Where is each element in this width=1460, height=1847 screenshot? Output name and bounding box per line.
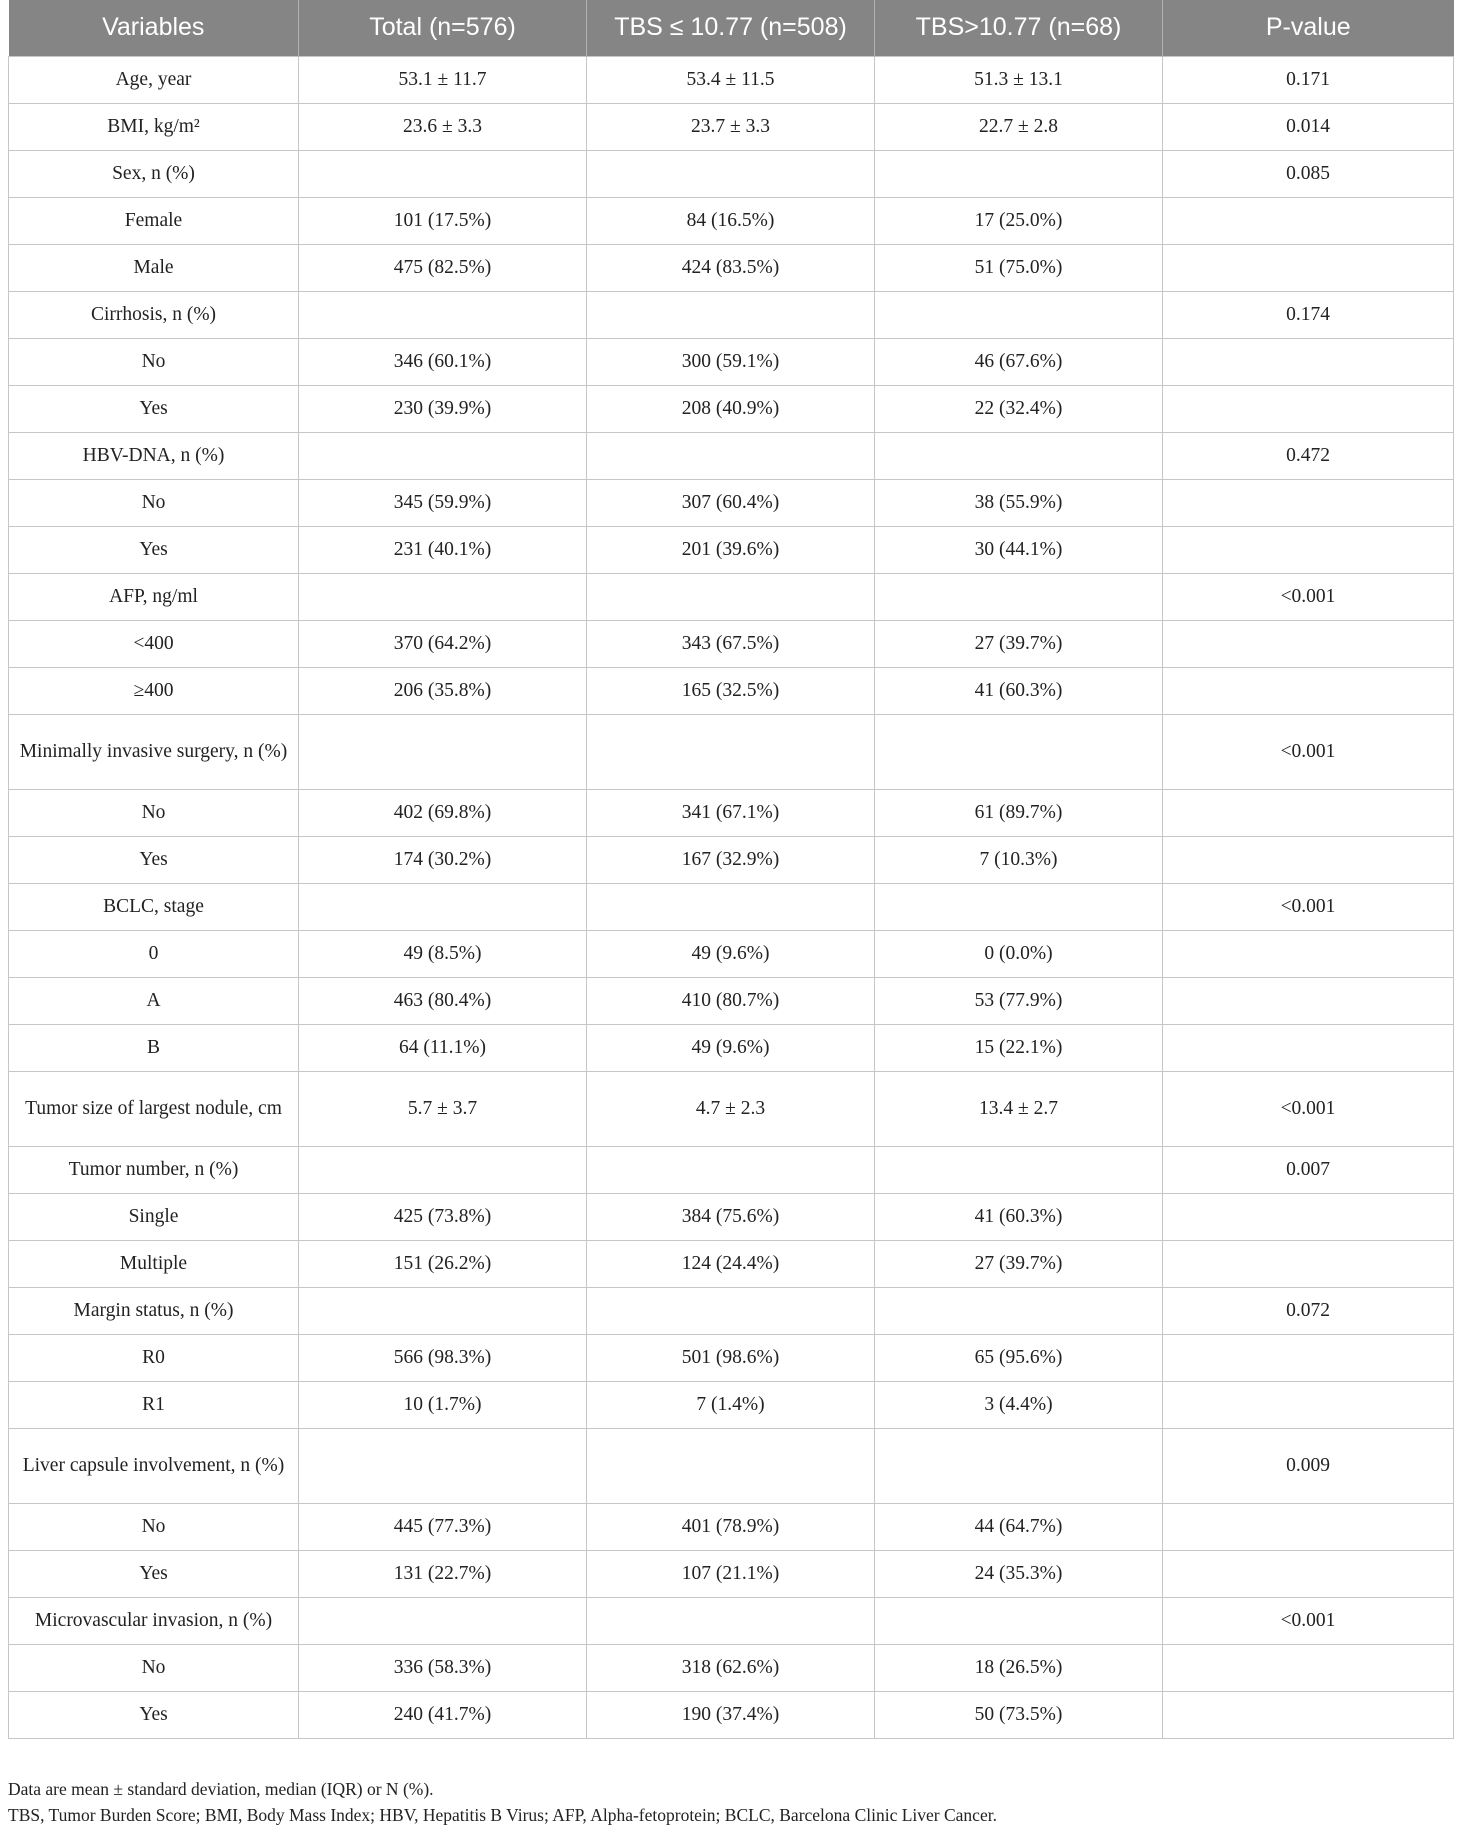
cell-p-value: 0.009 [1163, 1428, 1454, 1503]
cell-p-value [1163, 1193, 1454, 1240]
cell-p-value [1163, 930, 1454, 977]
table-row [9, 930, 1454, 977]
cell-tbs-low: 343 (67.5%) [587, 620, 875, 667]
cell-variable: Yes [9, 1691, 299, 1738]
cell-tbs-low: 410 (80.7%) [587, 977, 875, 1024]
cell-p-value: 0.472 [1163, 432, 1454, 479]
cell-p-value [1163, 526, 1454, 573]
cell-p-value [1163, 338, 1454, 385]
cell-total: 402 (69.8%) [299, 789, 587, 836]
cell-tbs-high: 53 (77.9%) [875, 977, 1163, 1024]
table-row [9, 432, 1454, 479]
cell-tbs-low [587, 1146, 875, 1193]
cell-tbs-high [875, 1428, 1163, 1503]
table-row [9, 573, 1454, 620]
cell-tbs-low [587, 714, 875, 789]
cell-tbs-low: 424 (83.5%) [587, 244, 875, 291]
table-row [9, 1334, 1454, 1381]
cell-p-value [1163, 836, 1454, 883]
header-p-value: P-value [1265, 13, 1351, 42]
cell-p-value [1163, 977, 1454, 1024]
table-row [9, 526, 1454, 573]
cell-p-value [1163, 244, 1454, 291]
cell-variable: Cirrhosis, n (%) [9, 291, 299, 338]
cell-p-value [1163, 1381, 1454, 1428]
cell-tbs-low [587, 150, 875, 197]
cell-tbs-high: 65 (95.6%) [875, 1334, 1163, 1381]
cell-p-value: 0.007 [1163, 1146, 1454, 1193]
characteristics-table [8, 0, 1454, 1739]
cell-tbs-high: 15 (22.1%) [875, 1024, 1163, 1071]
cell-tbs-high: 51.3 ± 13.1 [875, 56, 1163, 103]
cell-variable: Margin status, n (%) [9, 1287, 299, 1334]
table-row [9, 197, 1454, 244]
cell-total: 174 (30.2%) [299, 836, 587, 883]
cell-variable: Microvascular invasion, n (%) [9, 1597, 299, 1644]
cell-total: 5.7 ± 3.7 [299, 1071, 587, 1146]
cell-tbs-low: 84 (16.5%) [587, 197, 875, 244]
cell-tbs-low: 401 (78.9%) [587, 1503, 875, 1550]
cell-total [299, 432, 587, 479]
cell-tbs-low: 23.7 ± 3.3 [587, 103, 875, 150]
cell-tbs-high [875, 714, 1163, 789]
cell-tbs-low [587, 1287, 875, 1334]
cell-p-value [1163, 1240, 1454, 1287]
cell-tbs-low: 201 (39.6%) [587, 526, 875, 573]
footnote-line-1: Data are mean ± standard deviation, median (IQR) or N (%). [8, 1779, 434, 1799]
table-row [9, 620, 1454, 667]
cell-variable: Yes [9, 1550, 299, 1597]
table-row [9, 1193, 1454, 1240]
cell-total: 336 (58.3%) [299, 1644, 587, 1691]
cell-tbs-high: 17 (25.0%) [875, 197, 1163, 244]
table-row [9, 714, 1454, 789]
cell-total [299, 1146, 587, 1193]
table-row [9, 1024, 1454, 1071]
cell-tbs-high: 24 (35.3%) [875, 1550, 1163, 1597]
table-row [9, 789, 1454, 836]
cell-variable: Liver capsule involvement, n (%) [9, 1428, 299, 1503]
header-tbs-low: TBS ≤ 10.77 (n=508) [587, 0, 875, 56]
cell-tbs-high: 51 (75.0%) [875, 244, 1163, 291]
cell-tbs-high: 44 (64.7%) [875, 1503, 1163, 1550]
cell-variable: Yes [9, 526, 299, 573]
cell-tbs-high: 27 (39.7%) [875, 620, 1163, 667]
cell-total: 23.6 ± 3.3 [299, 103, 587, 150]
cell-tbs-high: 30 (44.1%) [875, 526, 1163, 573]
cell-total: 425 (73.8%) [299, 1193, 587, 1240]
cell-p-value [1163, 1644, 1454, 1691]
cell-total: 206 (35.8%) [299, 667, 587, 714]
table-row [9, 883, 1454, 930]
cell-total: 445 (77.3%) [299, 1503, 587, 1550]
cell-tbs-low: 167 (32.9%) [587, 836, 875, 883]
table-container [8, 0, 1453, 1739]
table-header [9, 0, 1454, 56]
cell-tbs-high [875, 1287, 1163, 1334]
cell-tbs-high: 27 (39.7%) [875, 1240, 1163, 1287]
cell-tbs-high [875, 291, 1163, 338]
cell-tbs-low [587, 573, 875, 620]
cell-tbs-low: 501 (98.6%) [587, 1334, 875, 1381]
cell-tbs-low: 165 (32.5%) [587, 667, 875, 714]
cell-total: 231 (40.1%) [299, 526, 587, 573]
table-row [9, 1071, 1454, 1146]
table-row [9, 150, 1454, 197]
cell-total: 240 (41.7%) [299, 1691, 587, 1738]
cell-p-value: 0.072 [1163, 1287, 1454, 1334]
cell-tbs-low: 53.4 ± 11.5 [587, 56, 875, 103]
cell-tbs-high: 50 (73.5%) [875, 1691, 1163, 1738]
cell-variable: A [9, 977, 299, 1024]
cell-variable: BCLC, stage [9, 883, 299, 930]
cell-tbs-low: 7 (1.4%) [587, 1381, 875, 1428]
cell-p-value [1163, 789, 1454, 836]
table-row [9, 1240, 1454, 1287]
table-row [9, 1550, 1454, 1597]
cell-total: 346 (60.1%) [299, 338, 587, 385]
cell-variable: Tumor size of largest nodule, cm [9, 1071, 299, 1146]
cell-variable: R0 [9, 1334, 299, 1381]
cell-variable: No [9, 1503, 299, 1550]
cell-tbs-low: 4.7 ± 2.3 [587, 1071, 875, 1146]
cell-tbs-high: 38 (55.9%) [875, 479, 1163, 526]
cell-variable: Single [9, 1193, 299, 1240]
cell-tbs-high: 0 (0.0%) [875, 930, 1163, 977]
cell-tbs-high: 46 (67.6%) [875, 338, 1163, 385]
cell-total: 463 (80.4%) [299, 977, 587, 1024]
cell-total: 475 (82.5%) [299, 244, 587, 291]
cell-total: 53.1 ± 11.7 [299, 56, 587, 103]
table-row [9, 291, 1454, 338]
cell-variable: AFP, ng/ml [9, 573, 299, 620]
cell-total: 566 (98.3%) [299, 1334, 587, 1381]
cell-tbs-high: 22 (32.4%) [875, 385, 1163, 432]
cell-variable: No [9, 338, 299, 385]
cell-p-value: 0.085 [1163, 150, 1454, 197]
cell-p-value [1163, 385, 1454, 432]
cell-total [299, 1428, 587, 1503]
cell-variable: <400 [9, 620, 299, 667]
cell-tbs-low: 107 (21.1%) [587, 1550, 875, 1597]
cell-total [299, 573, 587, 620]
cell-tbs-low: 341 (67.1%) [587, 789, 875, 836]
table-row [9, 1691, 1454, 1738]
footnote-line-2: TBS, Tumor Burden Score; BMI, Body Mass Index; HBV, Hepatitis B Virus; AFP, Alpha-fetoprotein; BCLC, Barcelona Clinic Liver Cancer. [8, 1805, 997, 1825]
cell-tbs-low [587, 291, 875, 338]
cell-variable: Minimally invasive surgery, n (%) [9, 714, 299, 789]
cell-variable: No [9, 479, 299, 526]
table-row [9, 103, 1454, 150]
header-total: Total (n=576) [299, 0, 587, 56]
cell-variable: 0 [9, 930, 299, 977]
cell-tbs-low: 318 (62.6%) [587, 1644, 875, 1691]
cell-tbs-high: 7 (10.3%) [875, 836, 1163, 883]
cell-p-value: <0.001 [1163, 714, 1454, 789]
table-row [9, 244, 1454, 291]
cell-tbs-high [875, 1146, 1163, 1193]
cell-total: 151 (26.2%) [299, 1240, 587, 1287]
cell-variable: R1 [9, 1381, 299, 1428]
table-row [9, 1146, 1454, 1193]
table-row [9, 385, 1454, 432]
cell-tbs-low: 49 (9.6%) [587, 1024, 875, 1071]
table-row [9, 667, 1454, 714]
cell-total: 370 (64.2%) [299, 620, 587, 667]
cell-total [299, 714, 587, 789]
cell-p-value: 0.171 [1163, 56, 1454, 103]
cell-total: 101 (17.5%) [299, 197, 587, 244]
cell-p-value [1163, 667, 1454, 714]
cell-variable: Yes [9, 385, 299, 432]
cell-variable: BMI, kg/m² [9, 103, 299, 150]
cell-total: 230 (39.9%) [299, 385, 587, 432]
cell-p-value: 0.014 [1163, 103, 1454, 150]
table-footnotes [8, 1776, 997, 1828]
cell-tbs-high: 3 (4.4%) [875, 1381, 1163, 1428]
table-row [9, 56, 1454, 103]
cell-tbs-high: 13.4 ± 2.7 [875, 1071, 1163, 1146]
cell-variable: No [9, 1644, 299, 1691]
table-row [9, 836, 1454, 883]
table-row [9, 1503, 1454, 1550]
table-row [9, 338, 1454, 385]
cell-total [299, 291, 587, 338]
table-row [9, 1381, 1454, 1428]
cell-total [299, 1287, 587, 1334]
cell-p-value [1163, 1550, 1454, 1597]
cell-tbs-low: 300 (59.1%) [587, 338, 875, 385]
header-tbs-high: TBS>10.77 (n=68) [875, 0, 1163, 56]
cell-tbs-high: 22.7 ± 2.8 [875, 103, 1163, 150]
cell-tbs-low [587, 883, 875, 930]
cell-total: 10 (1.7%) [299, 1381, 587, 1428]
cell-p-value: <0.001 [1163, 883, 1454, 930]
cell-variable: Female [9, 197, 299, 244]
cell-p-value [1163, 197, 1454, 244]
cell-tbs-low: 208 (40.9%) [587, 385, 875, 432]
table-row [9, 1597, 1454, 1644]
table-row [9, 479, 1454, 526]
cell-variable: Male [9, 244, 299, 291]
cell-total [299, 883, 587, 930]
cell-tbs-high: 18 (26.5%) [875, 1644, 1163, 1691]
cell-variable: Sex, n (%) [9, 150, 299, 197]
header-variables: Variables [9, 0, 299, 56]
cell-tbs-low [587, 1597, 875, 1644]
cell-variable: Age, year [9, 56, 299, 103]
cell-tbs-high [875, 883, 1163, 930]
cell-variable: ≥400 [9, 667, 299, 714]
cell-tbs-high [875, 1597, 1163, 1644]
cell-p-value [1163, 620, 1454, 667]
cell-p-value [1163, 479, 1454, 526]
table-row [9, 977, 1454, 1024]
cell-total [299, 1597, 587, 1644]
table-row [9, 1287, 1454, 1334]
cell-tbs-low: 307 (60.4%) [587, 479, 875, 526]
cell-variable: B [9, 1024, 299, 1071]
cell-tbs-high [875, 150, 1163, 197]
cell-tbs-low: 384 (75.6%) [587, 1193, 875, 1240]
cell-tbs-high [875, 573, 1163, 620]
cell-total: 64 (11.1%) [299, 1024, 587, 1071]
cell-p-value [1163, 1334, 1454, 1381]
cell-p-value [1163, 1503, 1454, 1550]
table-body [9, 56, 1454, 1738]
cell-p-value [1163, 1691, 1454, 1738]
cell-variable: HBV-DNA, n (%) [9, 432, 299, 479]
cell-p-value: <0.001 [1163, 1597, 1454, 1644]
cell-tbs-low: 190 (37.4%) [587, 1691, 875, 1738]
table-row [9, 1644, 1454, 1691]
cell-tbs-high: 61 (89.7%) [875, 789, 1163, 836]
cell-p-value [1163, 1024, 1454, 1071]
cell-tbs-low [587, 1428, 875, 1503]
cell-tbs-high: 41 (60.3%) [875, 1193, 1163, 1240]
cell-tbs-high [875, 432, 1163, 479]
cell-tbs-low: 49 (9.6%) [587, 930, 875, 977]
cell-variable: Tumor number, n (%) [9, 1146, 299, 1193]
table-row [9, 1428, 1454, 1503]
cell-p-value: 0.174 [1163, 291, 1454, 338]
cell-variable: Multiple [9, 1240, 299, 1287]
cell-p-value: <0.001 [1163, 573, 1454, 620]
cell-total [299, 150, 587, 197]
cell-total: 131 (22.7%) [299, 1550, 587, 1597]
cell-p-value: <0.001 [1163, 1071, 1454, 1146]
cell-variable: Yes [9, 836, 299, 883]
cell-tbs-low: 124 (24.4%) [587, 1240, 875, 1287]
cell-total: 49 (8.5%) [299, 930, 587, 977]
cell-tbs-low [587, 432, 875, 479]
cell-variable: No [9, 789, 299, 836]
cell-total: 345 (59.9%) [299, 479, 587, 526]
cell-tbs-high: 41 (60.3%) [875, 667, 1163, 714]
header-row [9, 0, 1454, 56]
